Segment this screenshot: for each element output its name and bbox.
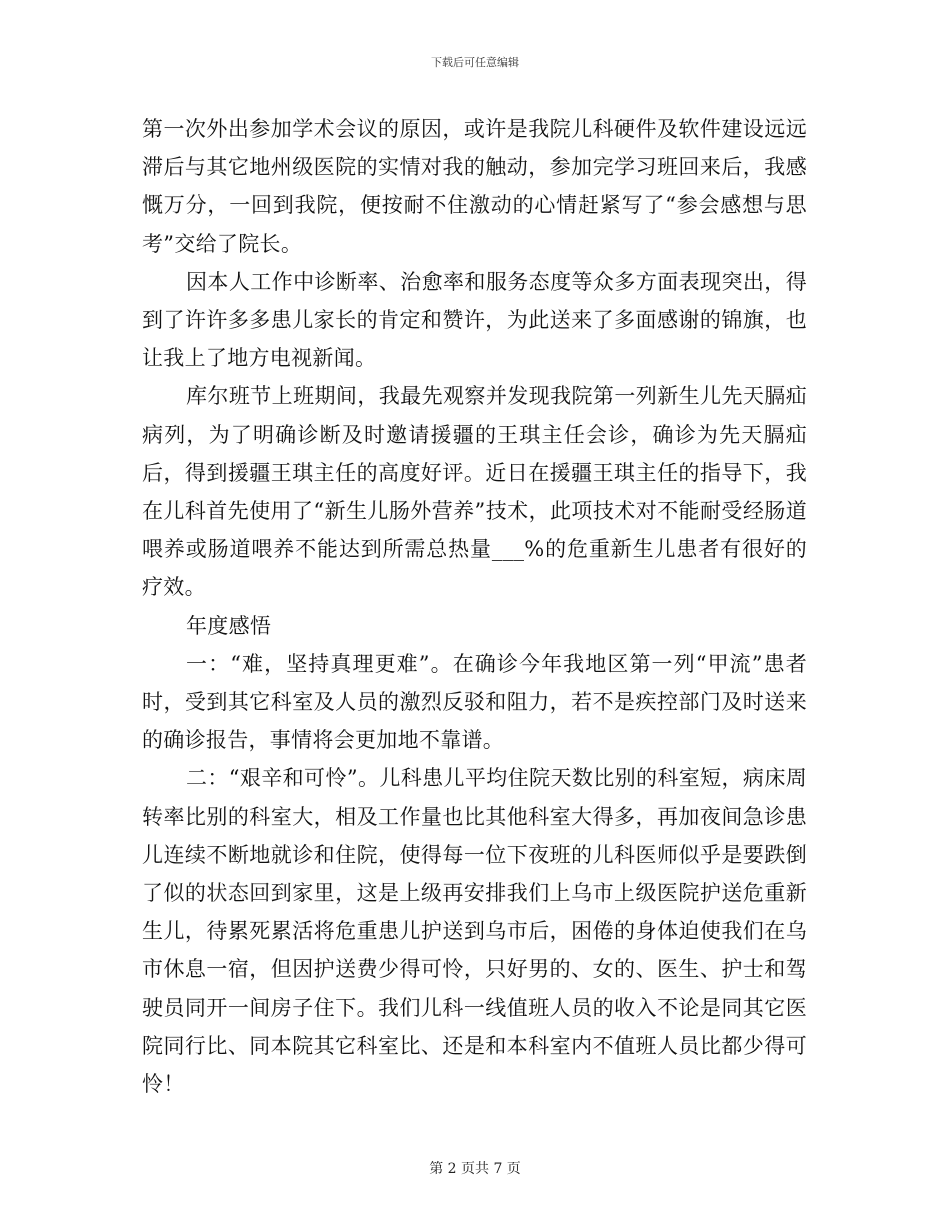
paragraph: 因本人工作中诊断率、治愈率和服务态度等众多方面表现突出，得到了许许多多患儿家长的肯定和赞许，为此送来了多面感谢的锦旗，也让我上了地方电视新闻。	[142, 269, 807, 371]
page-number: 第 2 页共 7 页	[429, 1161, 521, 1177]
paragraph: 库尔班节上班期间，我最先观察并发现我院第一列新生儿先天膈疝病列，为了明确诊断及时邀请援疆的王琪主任会诊，确诊为先天膈疝后，得到援疆王琪主任的高度好评。近日在援疆王琪主任的指导下，我在儿科首先使用了“新生儿肠外营养”技术，此项技术对不能耐受经肠道喂养或肠道喂养不能达到所需总热量___%的危重新生儿患者有很好的疗效。	[142, 384, 807, 600]
header-note: 下载后可任意编辑	[431, 56, 519, 69]
section-heading: 年度感悟	[186, 613, 272, 638]
paragraph: 一：“难，坚持真理更难”。在确诊今年我地区第一列“甲流”患者时，受到其它科室及人员的激烈反驳和阻力，若不是疾控部门及时送来的确诊报告，事情将会更加地不靠谱。	[142, 651, 807, 753]
page-header	[0, 54, 950, 70]
document-body	[142, 110, 807, 1103]
paragraph: 二：“艰辛和可怜”。儿科患儿平均住院天数比别的科室短，病床周转率比别的科室大，相及工作量也比其他科室大得多，再加夜间急诊患儿连续不断地就诊和住院，使得每一位下夜班的儿科医师似乎是要跌倒了似的状态回到家里，这是上级再安排我们上乌市上级医院护送危重新生儿，待累死累活将危重患儿护送到乌市后，困倦的身体迫使我们在乌市休息一宿，但因护送费少得可怜，只好男的、女的、医生、护士和驾驶员同开一间房子住下。我们儿科一线值班人员的收入不论是同其它医院同行比、同本院其它科室比、还是和本科室内不值班人员比都少得可怜！	[142, 766, 807, 1097]
paragraph: 第一次外出参加学术会议的原因，或许是我院儿科硬件及软件建设远远滞后与其它地州级医院的实情对我的触动，参加完学习班回来后，我感慨万分，一回到我院，便按耐不住激动的心情赶紧写了“参会感想与思考”交给了院长。	[142, 117, 807, 256]
page-footer	[0, 1158, 950, 1178]
